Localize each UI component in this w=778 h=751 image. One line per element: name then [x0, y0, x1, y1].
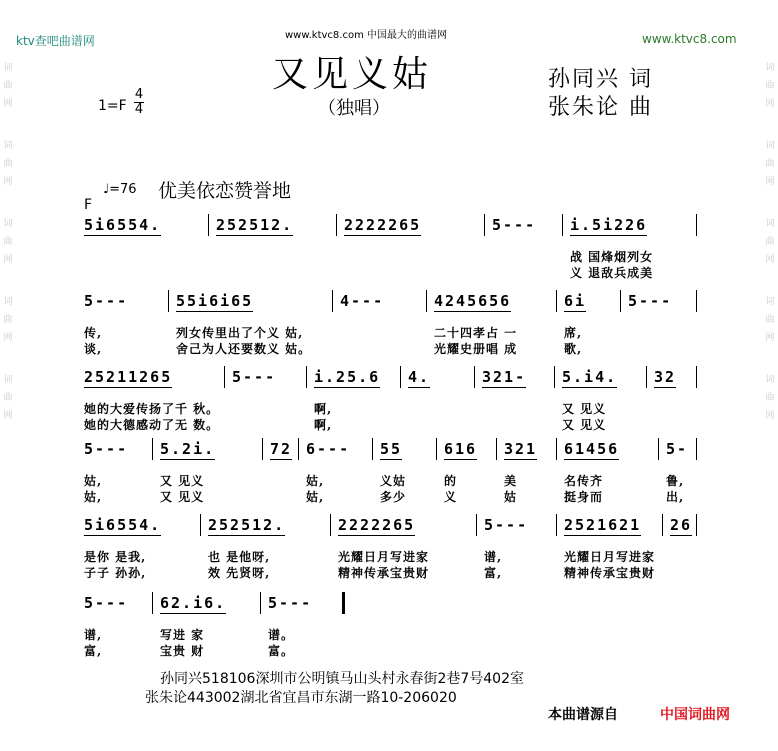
lyric-verse2: 精神传承宝贵财 — [564, 566, 656, 580]
lyric-verse2: 富, — [84, 644, 103, 658]
beam-line — [564, 459, 619, 460]
barline — [696, 290, 697, 312]
watermark-char: 曲 — [765, 159, 775, 169]
measure-notes: i.5i226 — [570, 216, 648, 234]
barline — [556, 438, 557, 460]
measure-notes: 5i6554. — [84, 516, 162, 534]
barline — [224, 366, 225, 388]
lyricist-credit: 孙同兴 词 — [548, 67, 653, 92]
lyric-verse2: 挺身而 — [564, 490, 604, 504]
barline — [200, 514, 201, 536]
measure-notes: 6i — [564, 292, 587, 310]
measure-notes: 4--- — [340, 292, 385, 310]
lyric-verse1: 传, — [84, 326, 103, 340]
barline — [484, 214, 485, 236]
barline — [260, 592, 261, 614]
lyric-verse2: 义 退敌兵成美 — [570, 266, 654, 280]
watermark-char: 曲 — [3, 315, 13, 325]
meter-top: 4 — [134, 87, 144, 102]
barline — [262, 438, 263, 460]
source-label: 本曲谱源自 — [548, 707, 618, 723]
watermark-char: 网 — [765, 255, 775, 265]
lyric-verse2: 光耀史册唱 成 — [434, 342, 518, 356]
measure-notes: 616 — [444, 440, 478, 458]
watermark-char: 网 — [765, 99, 775, 109]
watermark-char: 网 — [3, 99, 13, 109]
song-title: 又见义姑 — [272, 54, 433, 95]
lyric-verse1: 战 国烽烟列女 — [570, 250, 654, 264]
lyric-verse2: 歌, — [564, 342, 583, 356]
lyric-verse2: 子子 孙孙, — [84, 566, 147, 580]
left-watermark — [2, 60, 14, 450]
beam-line — [314, 387, 380, 388]
watermark-char: 曲 — [765, 81, 775, 91]
measure-notes: i.25.6 — [314, 368, 381, 386]
watermark-char: 词 — [3, 63, 13, 73]
barline — [696, 514, 697, 536]
barline — [620, 290, 621, 312]
measure-notes: 5.2i. — [160, 440, 216, 458]
measure-notes: 5--- — [232, 368, 277, 386]
measure-notes: 61456 — [564, 440, 620, 458]
barline — [330, 514, 331, 536]
beam-line — [562, 387, 617, 388]
watermark-char: 网 — [3, 333, 13, 343]
watermark-char: 网 — [3, 255, 13, 265]
song-subtitle: （独唱） — [318, 98, 390, 119]
beam-line — [564, 311, 586, 312]
lyricist-address: 孙同兴518106深圳市公明镇马山头村永春街2巷7号402室 — [160, 671, 524, 687]
barline — [554, 366, 555, 388]
watermark-char: 曲 — [3, 237, 13, 247]
barline — [342, 592, 345, 614]
measure-notes: 5i6554. — [84, 216, 162, 234]
lyric-verse1: 又 见义 — [562, 402, 607, 416]
beam-line — [84, 235, 161, 236]
barline — [298, 438, 299, 460]
lyric-verse1: 谱。 — [268, 628, 295, 642]
watermark-char: 网 — [765, 411, 775, 421]
barline — [152, 438, 153, 460]
lyric-verse2: 舍己为人还要数义 姑。 — [176, 342, 312, 356]
measure-notes: 5.i4. — [562, 368, 618, 386]
measure-notes: 252512. — [216, 216, 294, 234]
lyric-verse2: 效 先贤呀, — [208, 566, 271, 580]
meter-bottom: 4 — [134, 102, 144, 117]
lyric-verse1: 列女传里出了个义 姑, — [176, 326, 304, 340]
barline — [474, 366, 475, 388]
lyric-verse1: 义姑 — [380, 474, 407, 488]
watermark-char: 网 — [765, 333, 775, 343]
beam-line — [216, 235, 293, 236]
measure-notes: 321- — [482, 368, 527, 386]
lyric-verse2: 谈, — [84, 342, 103, 356]
expression-mark: 优美依恋赞誉地 — [158, 180, 292, 202]
beam-line — [160, 459, 215, 460]
barline — [562, 214, 563, 236]
barline — [208, 214, 209, 236]
lyric-verse1: 写进 家 — [160, 628, 205, 642]
measure-notes: 26 — [670, 516, 693, 534]
watermark-char: 词 — [3, 375, 13, 385]
watermark-char: 曲 — [3, 393, 13, 403]
measure-notes: 2222265 — [344, 216, 422, 234]
lyric-verse2: 啊, — [314, 418, 333, 432]
barline — [400, 366, 401, 388]
watermark-char: 网 — [3, 177, 13, 187]
barline — [556, 514, 557, 536]
measure-notes: 5--- — [484, 516, 529, 534]
beam-line — [654, 387, 676, 388]
barline — [372, 438, 373, 460]
beam-line — [176, 311, 253, 312]
watermark-char: 词 — [765, 141, 775, 151]
measure-notes: 25211265 — [84, 368, 173, 386]
right-watermark — [764, 60, 776, 450]
measure-notes: 5--- — [492, 216, 537, 234]
beam-line — [670, 535, 692, 536]
beam-line — [338, 535, 415, 536]
barline — [696, 214, 697, 236]
barline — [496, 438, 497, 460]
lyric-verse1: 又 见义 — [160, 474, 205, 488]
tempo-key-letter: F — [84, 197, 93, 213]
right-site-label: www.ktvc8.com — [642, 32, 737, 46]
beam-line — [84, 387, 172, 388]
lyric-verse2: 出, — [666, 490, 685, 504]
lyric-verse1: 啊, — [314, 402, 333, 416]
barline — [476, 514, 477, 536]
lyric-verse2: 义 — [444, 490, 458, 504]
watermark-char: 词 — [3, 141, 13, 151]
lyric-verse1: 她的大爱传扬了千 秋。 — [84, 402, 220, 416]
measure-notes: 5--- — [84, 440, 129, 458]
beam-line — [380, 459, 402, 460]
lyric-verse1: 谱, — [484, 550, 503, 564]
measure-notes: 2222265 — [338, 516, 416, 534]
beam-line — [570, 235, 647, 236]
beam-line — [408, 387, 430, 388]
left-site-label: ktv查吧曲谱网 — [16, 34, 95, 48]
barline — [306, 366, 307, 388]
top-center-banner: www.ktvc8.com 中国最大的曲谱网 — [285, 30, 448, 41]
watermark-char: 词 — [765, 219, 775, 229]
lyric-verse2: 她的大德感动了无 数。 — [84, 418, 220, 432]
tempo-value: =76 — [109, 182, 137, 197]
watermark-char: 网 — [3, 411, 13, 421]
barline — [152, 592, 153, 614]
beam-line — [160, 613, 226, 614]
lyric-verse1: 美 — [504, 474, 518, 488]
beam-line — [344, 235, 421, 236]
beam-line — [564, 535, 641, 536]
measure-notes: 4245656 — [434, 292, 512, 310]
lyric-verse2: 又 见义 — [562, 418, 607, 432]
barline — [168, 290, 169, 312]
lyric-verse2: 姑, — [306, 490, 325, 504]
beam-line — [482, 387, 526, 388]
beam-line — [270, 459, 292, 460]
quarter-note-icon: ♩ — [103, 182, 110, 197]
lyric-verse1: 二十四孝占 一 — [434, 326, 518, 340]
lyric-verse1: 谱, — [84, 628, 103, 642]
watermark-char: 词 — [3, 219, 13, 229]
barline — [696, 366, 697, 388]
watermark-char: 曲 — [765, 393, 775, 403]
beam-line — [444, 459, 477, 460]
measure-notes: 72 — [270, 440, 293, 458]
watermark-char: 网 — [765, 177, 775, 187]
lyric-verse2: 精神传承宝贵财 — [338, 566, 430, 580]
barline — [332, 290, 333, 312]
lyric-verse2: 富。 — [268, 644, 295, 658]
measure-notes: 5--- — [628, 292, 673, 310]
watermark-char: 词 — [765, 297, 775, 307]
tempo-mark — [103, 182, 137, 197]
barline — [336, 214, 337, 236]
source-name: 中国词曲网 — [660, 707, 730, 723]
measure-notes: 252512. — [208, 516, 286, 534]
lyric-verse1: 光耀日月写进家 — [338, 550, 430, 564]
measure-notes: 2521621 — [564, 516, 642, 534]
lyric-verse1: 是你 是我, — [84, 550, 147, 564]
barline — [646, 366, 647, 388]
barline — [696, 438, 697, 460]
watermark-char: 词 — [765, 63, 775, 73]
measure-notes: 4. — [408, 368, 431, 386]
composer-credit: 张朱论 曲 — [548, 95, 653, 120]
measure-notes: 5- — [666, 440, 689, 458]
key-signature: 1=F — [98, 98, 127, 114]
lyric-verse2: 姑 — [504, 490, 518, 504]
lyric-verse1: 姑, — [306, 474, 325, 488]
lyric-verse1: 姑, — [84, 474, 103, 488]
measure-notes: 5--- — [84, 292, 129, 310]
lyric-verse1: 的 — [444, 474, 458, 488]
measure-notes: 5--- — [268, 594, 313, 612]
lyric-verse2: 又 见义 — [160, 490, 205, 504]
watermark-char: 曲 — [765, 237, 775, 247]
beam-line — [84, 535, 161, 536]
measure-notes: 6--- — [306, 440, 351, 458]
measure-notes: 55 — [380, 440, 403, 458]
lyric-verse1: 席, — [564, 326, 583, 340]
watermark-char: 曲 — [3, 159, 13, 169]
lyric-verse1: 也 是他呀, — [208, 550, 271, 564]
lyric-verse1: 名传齐 — [564, 474, 604, 488]
barline — [658, 438, 659, 460]
measure-notes: 32 — [654, 368, 677, 386]
barline — [662, 514, 663, 536]
barline — [556, 290, 557, 312]
beam-line — [504, 459, 537, 460]
barline — [426, 290, 427, 312]
time-signature — [134, 88, 144, 117]
beam-line — [434, 311, 511, 312]
measure-notes: 5--- — [84, 594, 129, 612]
lyric-verse2: 宝贵 财 — [160, 644, 205, 658]
watermark-char: 曲 — [765, 315, 775, 325]
beam-line — [208, 535, 285, 536]
watermark-char: 曲 — [3, 81, 13, 91]
composer-address: 张朱论443002湖北省宜昌市东湖一路10-206020 — [145, 690, 457, 706]
measure-notes: 321 — [504, 440, 538, 458]
measure-notes: 62.i6. — [160, 594, 227, 612]
lyric-verse2: 富, — [484, 566, 503, 580]
measure-notes: 55i6i65 — [176, 292, 254, 310]
watermark-char: 词 — [765, 375, 775, 385]
lyric-verse2: 多少 — [380, 490, 407, 504]
lyric-verse1: 鲁, — [666, 474, 685, 488]
lyric-verse1: 光耀日月写进家 — [564, 550, 656, 564]
lyric-verse2: 姑, — [84, 490, 103, 504]
barline — [436, 438, 437, 460]
watermark-char: 词 — [3, 297, 13, 307]
